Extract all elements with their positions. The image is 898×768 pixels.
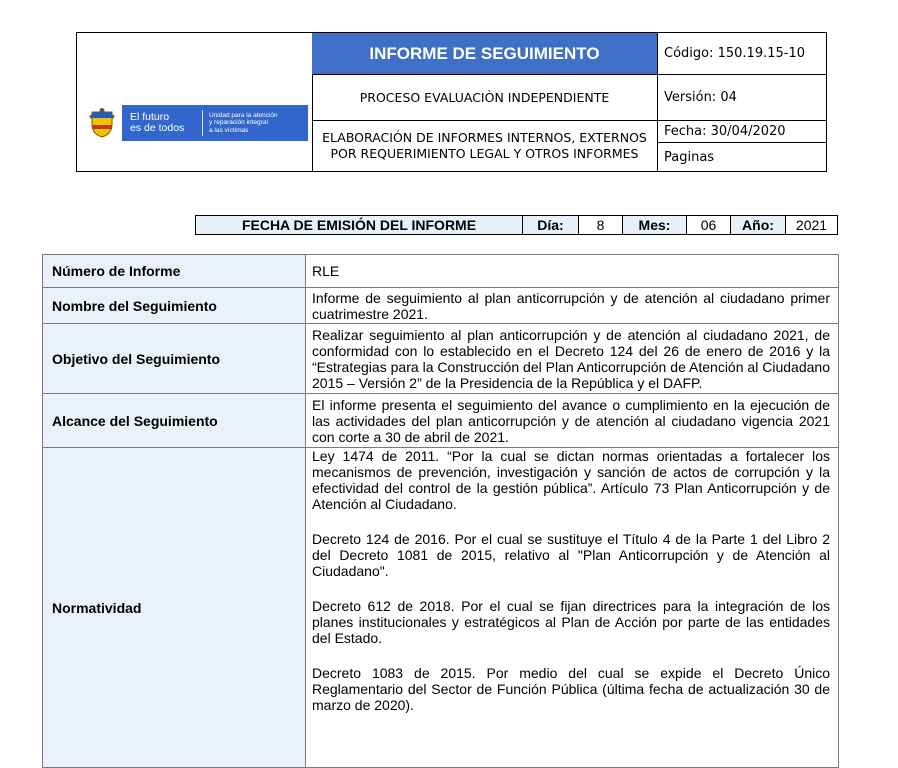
follow-up-name: Informe de seguimiento al plan anticorrupción y de atención al ciudadano primer cuatrimestre 2021. xyxy=(306,288,839,324)
year-value: 2021 xyxy=(795,217,828,233)
process-name: PROCESO EVALUACIÒN INDEPENDIENTE xyxy=(312,75,658,121)
logo-banner xyxy=(122,105,308,141)
table-row xyxy=(43,448,839,768)
row-label: Número de Informe xyxy=(43,255,306,288)
logo-separator xyxy=(202,110,203,136)
document-header xyxy=(76,32,827,172)
logo-unit-name: Unidad para la atención y reparación integral a las víctimas xyxy=(209,111,278,134)
month-value: 06 xyxy=(687,216,731,234)
report-number: RLE xyxy=(306,255,839,288)
row-label: Objetivo del Seguimiento xyxy=(43,324,306,394)
table-row xyxy=(43,324,839,394)
day-label: Día: xyxy=(523,216,579,234)
year-label: Año: xyxy=(731,216,786,234)
document-code: Código: 150.19.15-10 xyxy=(658,33,826,75)
month-label: Mes: xyxy=(623,216,687,234)
day-value: 8 xyxy=(579,216,623,234)
regulation-item: Decreto 124 de 2016. Por el cual se sustituye el Título 4 de la Parte 1 del Libro 2 del Decreto 1081 de 2015, relativo al "Plan Anticorrupción y de Atención al Ciudadano". xyxy=(312,531,830,579)
document-version: Versión: 04 xyxy=(658,75,826,121)
logo-cell xyxy=(77,33,313,171)
follow-up-objective: Realizar seguimiento al plan anticorrupción y de atención al ciudadano 2021, de conformidad con lo establecido en el Decreto 124 del 26 de enero de 2016 y la “Estrategias para la Construcción del Plan Anticorrupción de Atención al Ciudadano 2015 – Versión 2” de la Presidencia de la República y el DAFP. xyxy=(306,324,839,394)
row-label: Alcance del Seguimiento xyxy=(43,394,306,448)
document-title: INFORME DE SEGUIMIENTO xyxy=(312,33,658,75)
regulation-item: Decreto 612 de 2018. Por el cual se fijan directrices para la integración de los planes institucionales y estratégicos al Plan de Acción por parte de las entidades del Estado. xyxy=(312,598,830,646)
institution-logo xyxy=(82,105,308,141)
elaboration-description: ELABORACIÓN DE INFORMES INTERNOS, EXTERNOS POR REQUERIMIENTO LEGAL Y OTROS INFORMES xyxy=(312,121,658,171)
row-label: Nombre del Seguimiento xyxy=(43,288,306,324)
emission-date-bar xyxy=(195,215,838,235)
regulation-item: Decreto 1083 de 2015. Por medio del cual se expide el Decreto Único Reglamentario del Sector de Función Pública (última fecha de actualización 30 de marzo de 2020). xyxy=(312,665,830,713)
logo-slogan: El futuro es de todos xyxy=(130,111,185,134)
table-row xyxy=(43,255,839,288)
report-info-table xyxy=(42,254,839,768)
emission-label: FECHA DE EMISIÓN DEL INFORME xyxy=(196,216,523,234)
document-date: Fecha: 30/04/2020 xyxy=(658,121,826,143)
coat-of-arms-icon xyxy=(82,105,122,141)
regulations xyxy=(306,448,839,768)
follow-up-scope: El informe presenta el seguimiento del avance o cumplimiento en la ejecución de las actividades del plan anticorrupción y de atención al ciudadano vigencia 2021 con corte a 30 de abril de 2021. xyxy=(306,394,839,448)
table-row xyxy=(43,394,839,448)
regulation-item: Ley 1474 de 2011. “Por la cual se dictan normas orientadas a fortalecer los mecanismos de prevención, investigación y sanción de actos de corrupción y la efectividad del control de la gestión pública”. Artículo 73 Plan Anticorrupción y de Atención al Ciudadano. xyxy=(312,448,830,512)
row-label: Normatividad xyxy=(43,448,306,768)
document-pages: Paginas xyxy=(664,149,715,165)
table-row xyxy=(43,288,839,324)
